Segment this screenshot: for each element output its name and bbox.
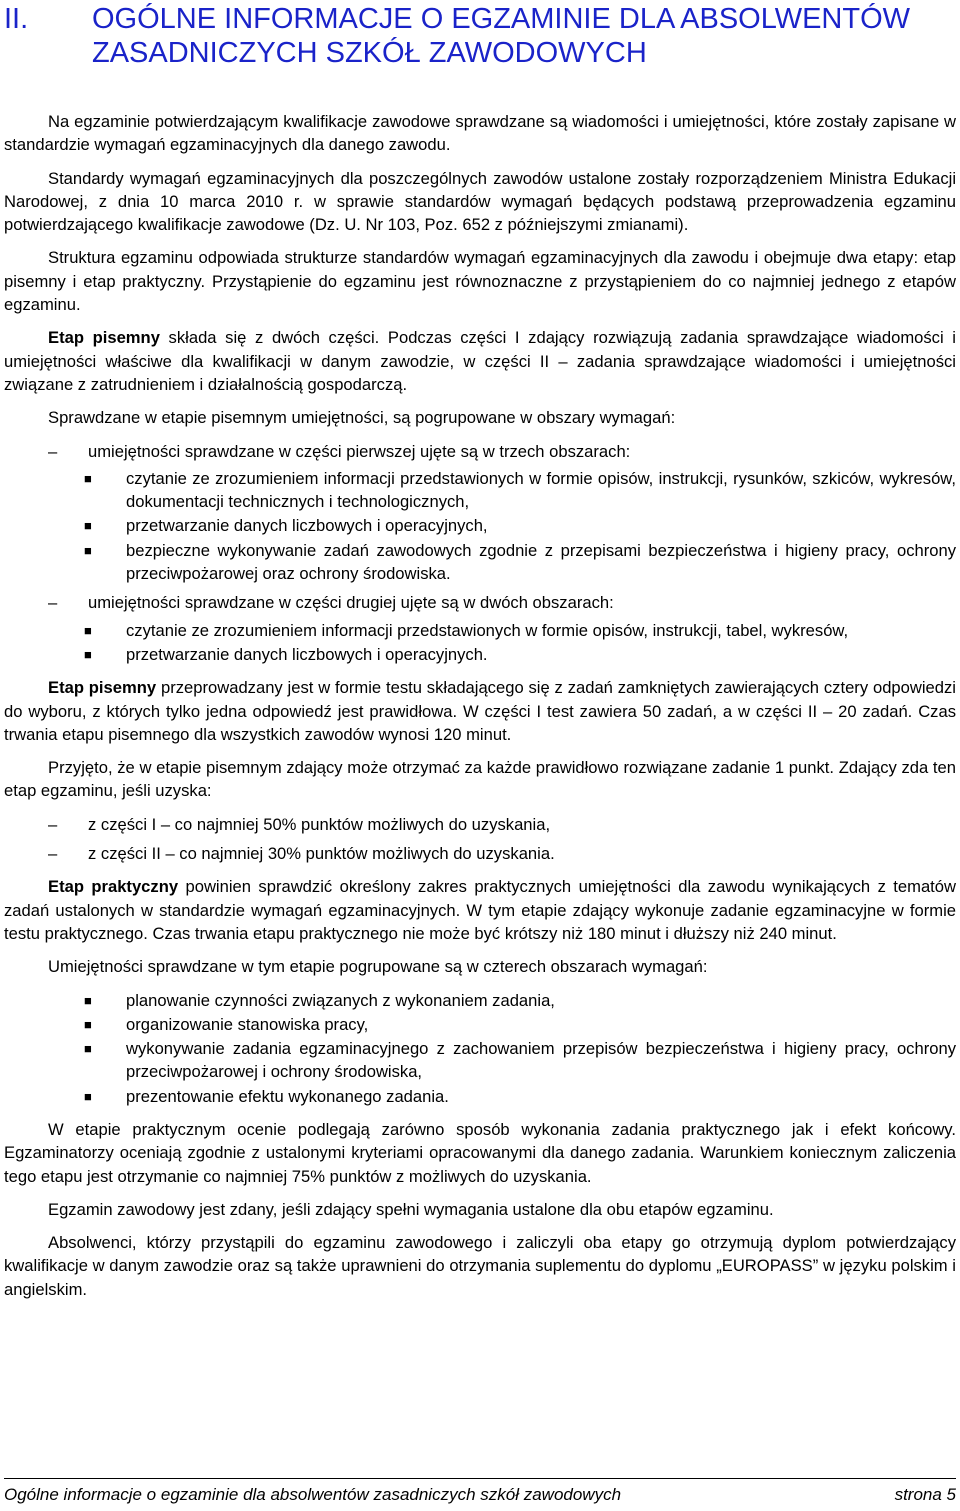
- practical-areas-list: [4, 989, 956, 1108]
- sublist-item-text: czytanie ze zrozumieniem informacji przedstawionych w formie opisów, instrukcji, tabel, wykresów,: [126, 620, 849, 640]
- paragraph-scoring: Przyjęto, że w etapie pisemnym zdający może otrzymać za każde prawidłowo rozwiązane zadanie 1 punkt. Zdający zda ten etap egzaminu, jeśli uzyska:: [4, 758, 956, 801]
- section-title: OGÓLNE INFORMACJE O EGZAMINIE DLA ABSOLWENTÓW ZASADNICZYCH SZKÓŁ ZAWODOWYCH: [92, 3, 911, 69]
- paragraph-text: składa się z dwóch części. Podczas części I zdający rozwiązują zadania sprawdzające wiadomości i umiejętności właściwe dla kwalifikacji w danym zawodzie, w części II – zadania sprawdzające wiadomości i umiejętności związane z zatrudnieniem i działalnością gospodarczą.: [4, 328, 956, 394]
- list-item-text: wykonywanie zadania egzaminacyjnego z zachowaniem przepisów bezpieczeństwa i higieny pracy, ochrony przeciwpożarowej i ochrony środowiska,: [126, 1039, 956, 1082]
- list-item: [4, 1037, 956, 1084]
- page-number: strona 5: [894, 1485, 956, 1504]
- paragraph-written-format: [4, 676, 956, 746]
- list-item: [4, 1013, 956, 1036]
- square-bullet-icon: ■: [84, 518, 92, 534]
- dash-marker: –: [48, 844, 58, 864]
- footer-title: Ogólne informacje o egzaminie dla absolwentów zasadniczych szkół zawodowych: [4, 1485, 622, 1504]
- sublist-item-text: przetwarzanie danych liczbowych i operacyjnych.: [126, 644, 488, 664]
- list-item: [4, 591, 956, 666]
- bold-term: Etap praktyczny: [48, 877, 179, 897]
- sublist-item-text: czytanie ze zrozumieniem informacji przedstawionych w formie opisów, instrukcji, rysunków, szkiców, wykresów, dokumentacji technicznych i technologicznych,: [126, 468, 956, 512]
- paragraph-written-areas: Sprawdzane w etapie pisemnym umiejętności, są pogrupowane w obszary wymagań:: [48, 408, 676, 428]
- paragraph-intro: Na egzaminie potwierdzającym kwalifikacje zawodowe sprawdzane są wiadomości i umiejętności, które zostały zapisane w standardzie wymagań egzaminacyjnych dla danego zawodu.: [4, 112, 956, 155]
- sublist-item: [84, 643, 956, 666]
- sublist: [84, 619, 956, 667]
- paragraph-practical-grading: W etapie praktycznym ocenie podlegają zarówno sposób wykonania zadania praktycznego jak i efekt końcowy. Egzaminatorzy oceniają zgodnie z ustalonymi kryteriami opracowanymi dla danego zadania. Warunkiem koniecznym zaliczenia tego etapu jest otrzymanie co najmniej 75% punktów z możliwych do uzyskania.: [4, 1119, 956, 1186]
- list-item: [4, 842, 956, 865]
- list-item-text: planowanie czynności związanych z wykonaniem zadania,: [126, 990, 555, 1010]
- dash-marker: –: [48, 593, 58, 613]
- square-bullet-icon: ■: [84, 992, 92, 1008]
- list-item-text: prezentowanie efektu wykonanego zadania.: [126, 1086, 449, 1106]
- dash-marker: –: [48, 441, 58, 461]
- sublist: [84, 467, 956, 585]
- square-bullet-icon: ■: [84, 1088, 92, 1104]
- document-body: [4, 110, 956, 1311]
- square-bullet-icon: ■: [84, 470, 92, 486]
- square-bullet-icon: ■: [84, 646, 92, 662]
- list-item: [4, 813, 956, 836]
- list-item: [4, 440, 956, 586]
- bold-term: Etap pisemny: [48, 678, 157, 698]
- square-bullet-icon: ■: [84, 622, 92, 638]
- written-areas-list: [4, 440, 956, 667]
- list-item: [4, 989, 956, 1012]
- sublist-item-text: przetwarzanie danych liczbowych i operacyjnych,: [126, 516, 488, 536]
- square-bullet-icon: ■: [84, 1041, 92, 1057]
- sublist-item: [84, 619, 956, 642]
- section-number: II.: [4, 3, 29, 35]
- list-item-label: umiejętności sprawdzane w części drugiej ujęte są w dwóch obszarach:: [88, 593, 614, 613]
- list-item-text: z części I – co najmniej 50% punktów możliwych do uzyskania,: [88, 814, 551, 834]
- square-bullet-icon: ■: [84, 542, 92, 558]
- paragraph-text: powinien sprawdzić określony zakres praktycznych umiejętności dla zawodu wynikających z tematów zadań ustalonych w standardzie wymagań egzaminacyjnych. W tym etapie zdający wykonuje zadanie egzaminacyjne w formie testu praktycznego. Czas trwania etapu praktycznego nie może być krótszy niż 180 minut i dłuższy niż 240 minut.: [4, 877, 957, 943]
- sublist-item: [84, 539, 956, 586]
- list-item-label: umiejętności sprawdzane w części pierwszej ujęte są w trzech obszarach:: [88, 441, 631, 461]
- list-item-text: organizowanie stanowiska pracy,: [126, 1014, 369, 1034]
- paragraph-structure: Struktura egzaminu odpowiada strukturze standardów wymagań egzaminacyjnych dla zawodu i obejmuje dwa etapy: etap pisemny i etap praktyczny. Przystąpienie do egzaminu jest równoznaczne z przystąpieniem do co najmniej jednego z etapów egzaminu.: [4, 248, 956, 315]
- list-item: [4, 1085, 956, 1108]
- sublist-item: [84, 514, 956, 537]
- paragraph-standards: Standardy wymagań egzaminacyjnych dla poszczególnych zawodów ustalone zostały rozporządzeniem Ministra Edukacji Narodowej, z dnia 10 marca 2010 r. w sprawie standardów wymagań będących podstawą przeprowadzenia egzaminu potwierdzającego kwalifikacje zawodowe (Dz. U. Nr 103, Poz. 652 z późniejszymi zmianami).: [4, 168, 956, 235]
- paragraph-pass-condition: Egzamin zawodowy jest zdany, jeśli zdający spełni wymagania ustalone dla obu etapów egzaminu.: [48, 1199, 774, 1219]
- paragraph-text: przeprowadzany jest w formie testu składającego się z zadań zamkniętych zawierających cztery odpowiedzi do wyboru, z których tylko jedna odpowiedź jest prawidłowa. W części I test zawiera 50 zadań, a w części II – 20 zadań. Czas trwania etapu pisemnego dla wszystkich zawodów wynosi 120 minut.: [4, 678, 956, 744]
- paragraph-written-parts: [4, 326, 956, 396]
- square-bullet-icon: ■: [84, 1016, 92, 1032]
- pass-criteria-list: [4, 813, 956, 866]
- bold-term: Etap pisemny: [48, 328, 160, 348]
- list-item-text: z części II – co najmniej 30% punktów możliwych do uzyskania.: [88, 844, 555, 864]
- sublist-item-text: bezpieczne wykonywanie zadań zawodowych zgodnie z przepisami bezpieczeństwa i higieny pracy, ochrony przeciwpożarowej oraz ochrony środowiska.: [126, 540, 956, 584]
- paragraph-practical: [4, 875, 956, 945]
- paragraph-diploma: Absolwenci, którzy przystąpili do egzaminu zawodowego i zaliczyli oba etapy go otrzymują dyplom potwierdzający kwalifikacje w danym zawodzie oraz są także uprawnieni do otrzymania suplementu do dyplomu „EUROPASS” w języku polskim i angielskim.: [4, 1233, 956, 1299]
- footer-divider: [4, 1478, 956, 1479]
- dash-marker: –: [48, 814, 58, 834]
- paragraph-practical-areas: Umiejętności sprawdzane w tym etapie pogrupowane są w czterech obszarach wymagań:: [48, 957, 708, 977]
- sublist-item: [84, 467, 956, 514]
